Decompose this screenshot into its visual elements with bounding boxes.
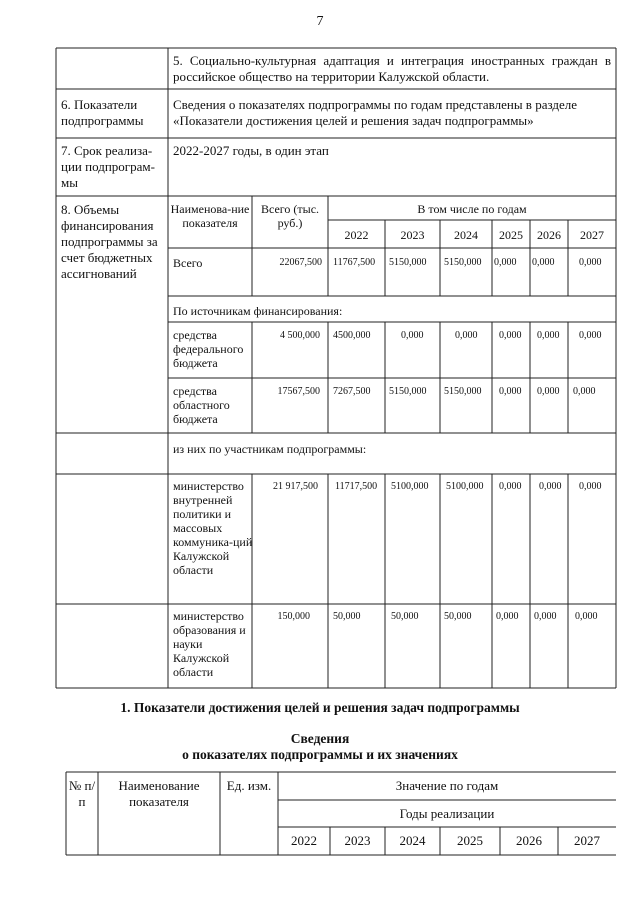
fin-total-2026: 0,000	[532, 257, 555, 268]
fin-ministry2-name: министерство образования и науки Калужской области	[173, 609, 246, 679]
ind-head-name: Наименование показателя	[118, 778, 200, 809]
row6-content: Сведения о показателях подпрограммы по годам представлены в разделе «Показатели достижения целей и решения задач подпрограммы»	[173, 97, 578, 128]
fin-ministry1-2027: 0,000	[579, 481, 602, 492]
fin-federal-name: средства федерального бюджета	[173, 328, 244, 370]
fin-regional-2026: 0,000	[537, 386, 560, 397]
row5-content: 5. Социально-культурная адаптация и интеграция иностранных граждан в российское общество на территории Калужской области.	[173, 53, 611, 84]
row7-label: 7. Срок реализа-ции подпрограм-мы	[61, 143, 155, 190]
fin-ministry1-2023: 5100,000	[391, 481, 429, 492]
info-title-1: Сведения	[290, 731, 350, 746]
ind-year-2027: 2027	[574, 833, 600, 848]
fin-ministry2-sum: 150,000	[277, 611, 310, 622]
section-title: 1. Показатели достижения целей и решения задач подпрограммы	[120, 700, 520, 715]
fin-federal-2023: 0,000	[401, 330, 424, 341]
fin-ministry1-2025: 0,000	[499, 481, 522, 492]
fin-federal-2022: 4500,000	[333, 330, 371, 341]
fin-ministry1-name: министерство внутренней политики и массовых коммуника-ций Калужской области	[173, 479, 253, 577]
fin-ministry2-2022: 50,000	[333, 611, 361, 622]
ind-year-2023: 2023	[344, 833, 371, 848]
ind-head-years-caption: Годы реализации	[399, 806, 495, 821]
fin-regional-2022: 7267,500	[333, 386, 371, 397]
fin-sources-caption: По источникам финансирования:	[173, 304, 343, 318]
ind-year-2025: 2025	[457, 833, 483, 848]
fin-regional-2025: 0,000	[499, 386, 522, 397]
fin-total-2022: 11767,500	[333, 257, 376, 268]
fin-federal-sum: 4 500,000	[280, 330, 320, 341]
fin-year-2025: 2025	[499, 228, 523, 242]
fin-ministry1-sum: 21 917,500	[273, 481, 318, 492]
fin-ministry1-2026: 0,000	[539, 481, 562, 492]
fin-ministry2-2026: 0,000	[534, 611, 557, 622]
fin-ministry2-2027: 0,000	[575, 611, 598, 622]
fin-head-name: Наименова-ние показателя	[170, 202, 250, 230]
fin-federal-2026: 0,000	[537, 330, 560, 341]
fin-year-2022: 2022	[344, 228, 369, 242]
fin-year-2026: 2026	[537, 228, 561, 242]
fin-head-total: Всего (тыс. руб.)	[260, 202, 320, 230]
fin-regional-2024: 5150,000	[444, 386, 482, 397]
ind-head-unit: Ед. изм.	[226, 778, 272, 793]
ind-year-2026: 2026	[516, 833, 542, 848]
fin-year-2023: 2023	[400, 228, 425, 242]
fin-regional-sum: 17567,500	[277, 386, 320, 397]
fin-federal-2024: 0,000	[455, 330, 478, 341]
fin-total-2027: 0,000	[579, 257, 602, 268]
fin-ministry1-2022: 11717,500	[335, 481, 378, 492]
fin-federal-2027: 0,000	[579, 330, 602, 341]
fin-participants-caption: из них по участникам подпрограммы:	[173, 442, 367, 456]
fin-total-2024: 5150,000	[444, 257, 482, 268]
fin-total-sum: 22067,500	[279, 257, 322, 268]
fin-ministry1-2024: 5100,000	[446, 481, 484, 492]
fin-year-2027: 2027	[580, 228, 604, 242]
ind-year-2024: 2024	[399, 833, 426, 848]
fin-federal-2025: 0,000	[499, 330, 522, 341]
fin-regional-2023: 5150,000	[389, 386, 427, 397]
ind-head-no: № п/п	[68, 778, 96, 809]
fin-year-2024: 2024	[454, 228, 478, 242]
row7-content: 2022-2027 годы, в один этап	[173, 143, 329, 158]
fin-ministry2-2023: 50,000	[391, 611, 419, 622]
fin-total-2023: 5150,000	[389, 257, 427, 268]
fin-ministry2-2024: 50,000	[444, 611, 472, 622]
fin-total-2025: 0,000	[494, 257, 517, 268]
fin-total-name: Всего	[173, 256, 203, 270]
page-number: 7	[316, 14, 324, 29]
row8-label: 8. Объемы финансирования подпрограммы за счет бюджетных ассигнований	[61, 202, 158, 281]
row6-label: 6. Показатели подпрограммы	[61, 97, 144, 128]
ind-head-values: Значение по годам	[395, 778, 499, 793]
info-title-2: о показателях подпрограммы и их значениях	[182, 747, 458, 762]
ind-year-2022: 2022	[291, 833, 317, 848]
fin-ministry2-2025: 0,000	[496, 611, 519, 622]
fin-head-years: В том числе по годам	[417, 202, 527, 216]
fin-regional-2027: 0,000	[573, 386, 596, 397]
fin-regional-name: средства областного бюджета	[173, 384, 230, 426]
